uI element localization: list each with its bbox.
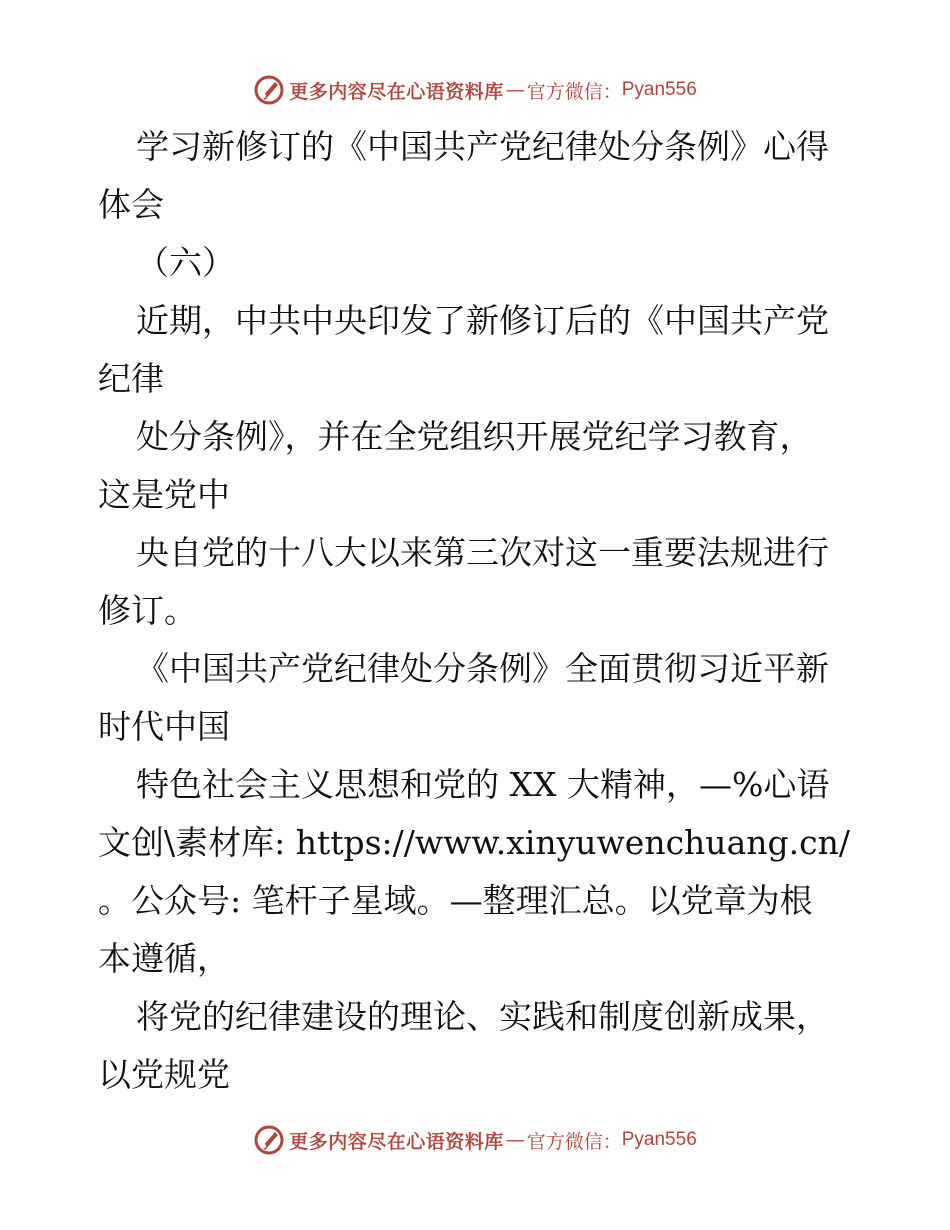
pen-circle-logo-icon xyxy=(253,1124,285,1156)
doc-text-line: 将党的纪律建设的理论、实践和制度创新成果， xyxy=(136,997,829,1036)
doc-text-line: 央自党的十八大以来第三次对这一重要法规进行 xyxy=(136,533,829,572)
doc-title-line-1: 学习新修订的《中国共产党纪律处分条例》心得 xyxy=(136,127,829,166)
banner-wechat-label: 官方微信： xyxy=(526,80,622,103)
banner-separator: — xyxy=(505,1129,525,1151)
header-banner xyxy=(0,70,950,110)
doc-text-line: 纪律 xyxy=(98,359,164,398)
document-body xyxy=(98,118,858,1104)
doc-text-line: 《中国共产党纪律处分条例》全面贯彻习近平新 xyxy=(136,649,829,688)
doc-text-line: 特色社会主义思想和党的 XX 大精神，—%心语 xyxy=(136,765,830,804)
banner-wechat-id: Pyan556 xyxy=(621,1129,697,1150)
banner-brand-text: 更多内容尽在心语资料库 xyxy=(289,1130,504,1153)
banner-separator: — xyxy=(505,79,525,101)
doc-text-line: 修订。 xyxy=(98,591,197,630)
doc-title-line-2: 体会 xyxy=(98,185,164,224)
doc-text-line: 本遵循， xyxy=(98,939,230,978)
footer-banner xyxy=(0,1120,950,1160)
doc-text-line: 处分条例》，并在全党组织开展党纪学习教育， xyxy=(136,417,813,456)
doc-text-line: 近期，中共中央印发了新修订后的《中国共产党 xyxy=(136,301,829,340)
doc-text-line: 时代中国 xyxy=(98,707,230,746)
doc-text-line: 。公众号: 笔杆子星域。—整理汇总。以党章为根 xyxy=(98,881,813,920)
doc-section-number: （六） xyxy=(136,243,235,282)
doc-text-line: 以党规党 xyxy=(98,1055,230,1094)
doc-text-line: 文创\素材库: https://www.xinyuwenchuang.cn/ xyxy=(98,823,850,862)
doc-text-line: 这是党中 xyxy=(98,475,230,514)
banner-brand-text: 更多内容尽在心语资料库 xyxy=(289,80,504,103)
banner-wechat-id: Pyan556 xyxy=(621,79,697,100)
banner-wechat-label: 官方微信： xyxy=(526,1130,622,1153)
pen-circle-logo-icon xyxy=(253,74,285,106)
